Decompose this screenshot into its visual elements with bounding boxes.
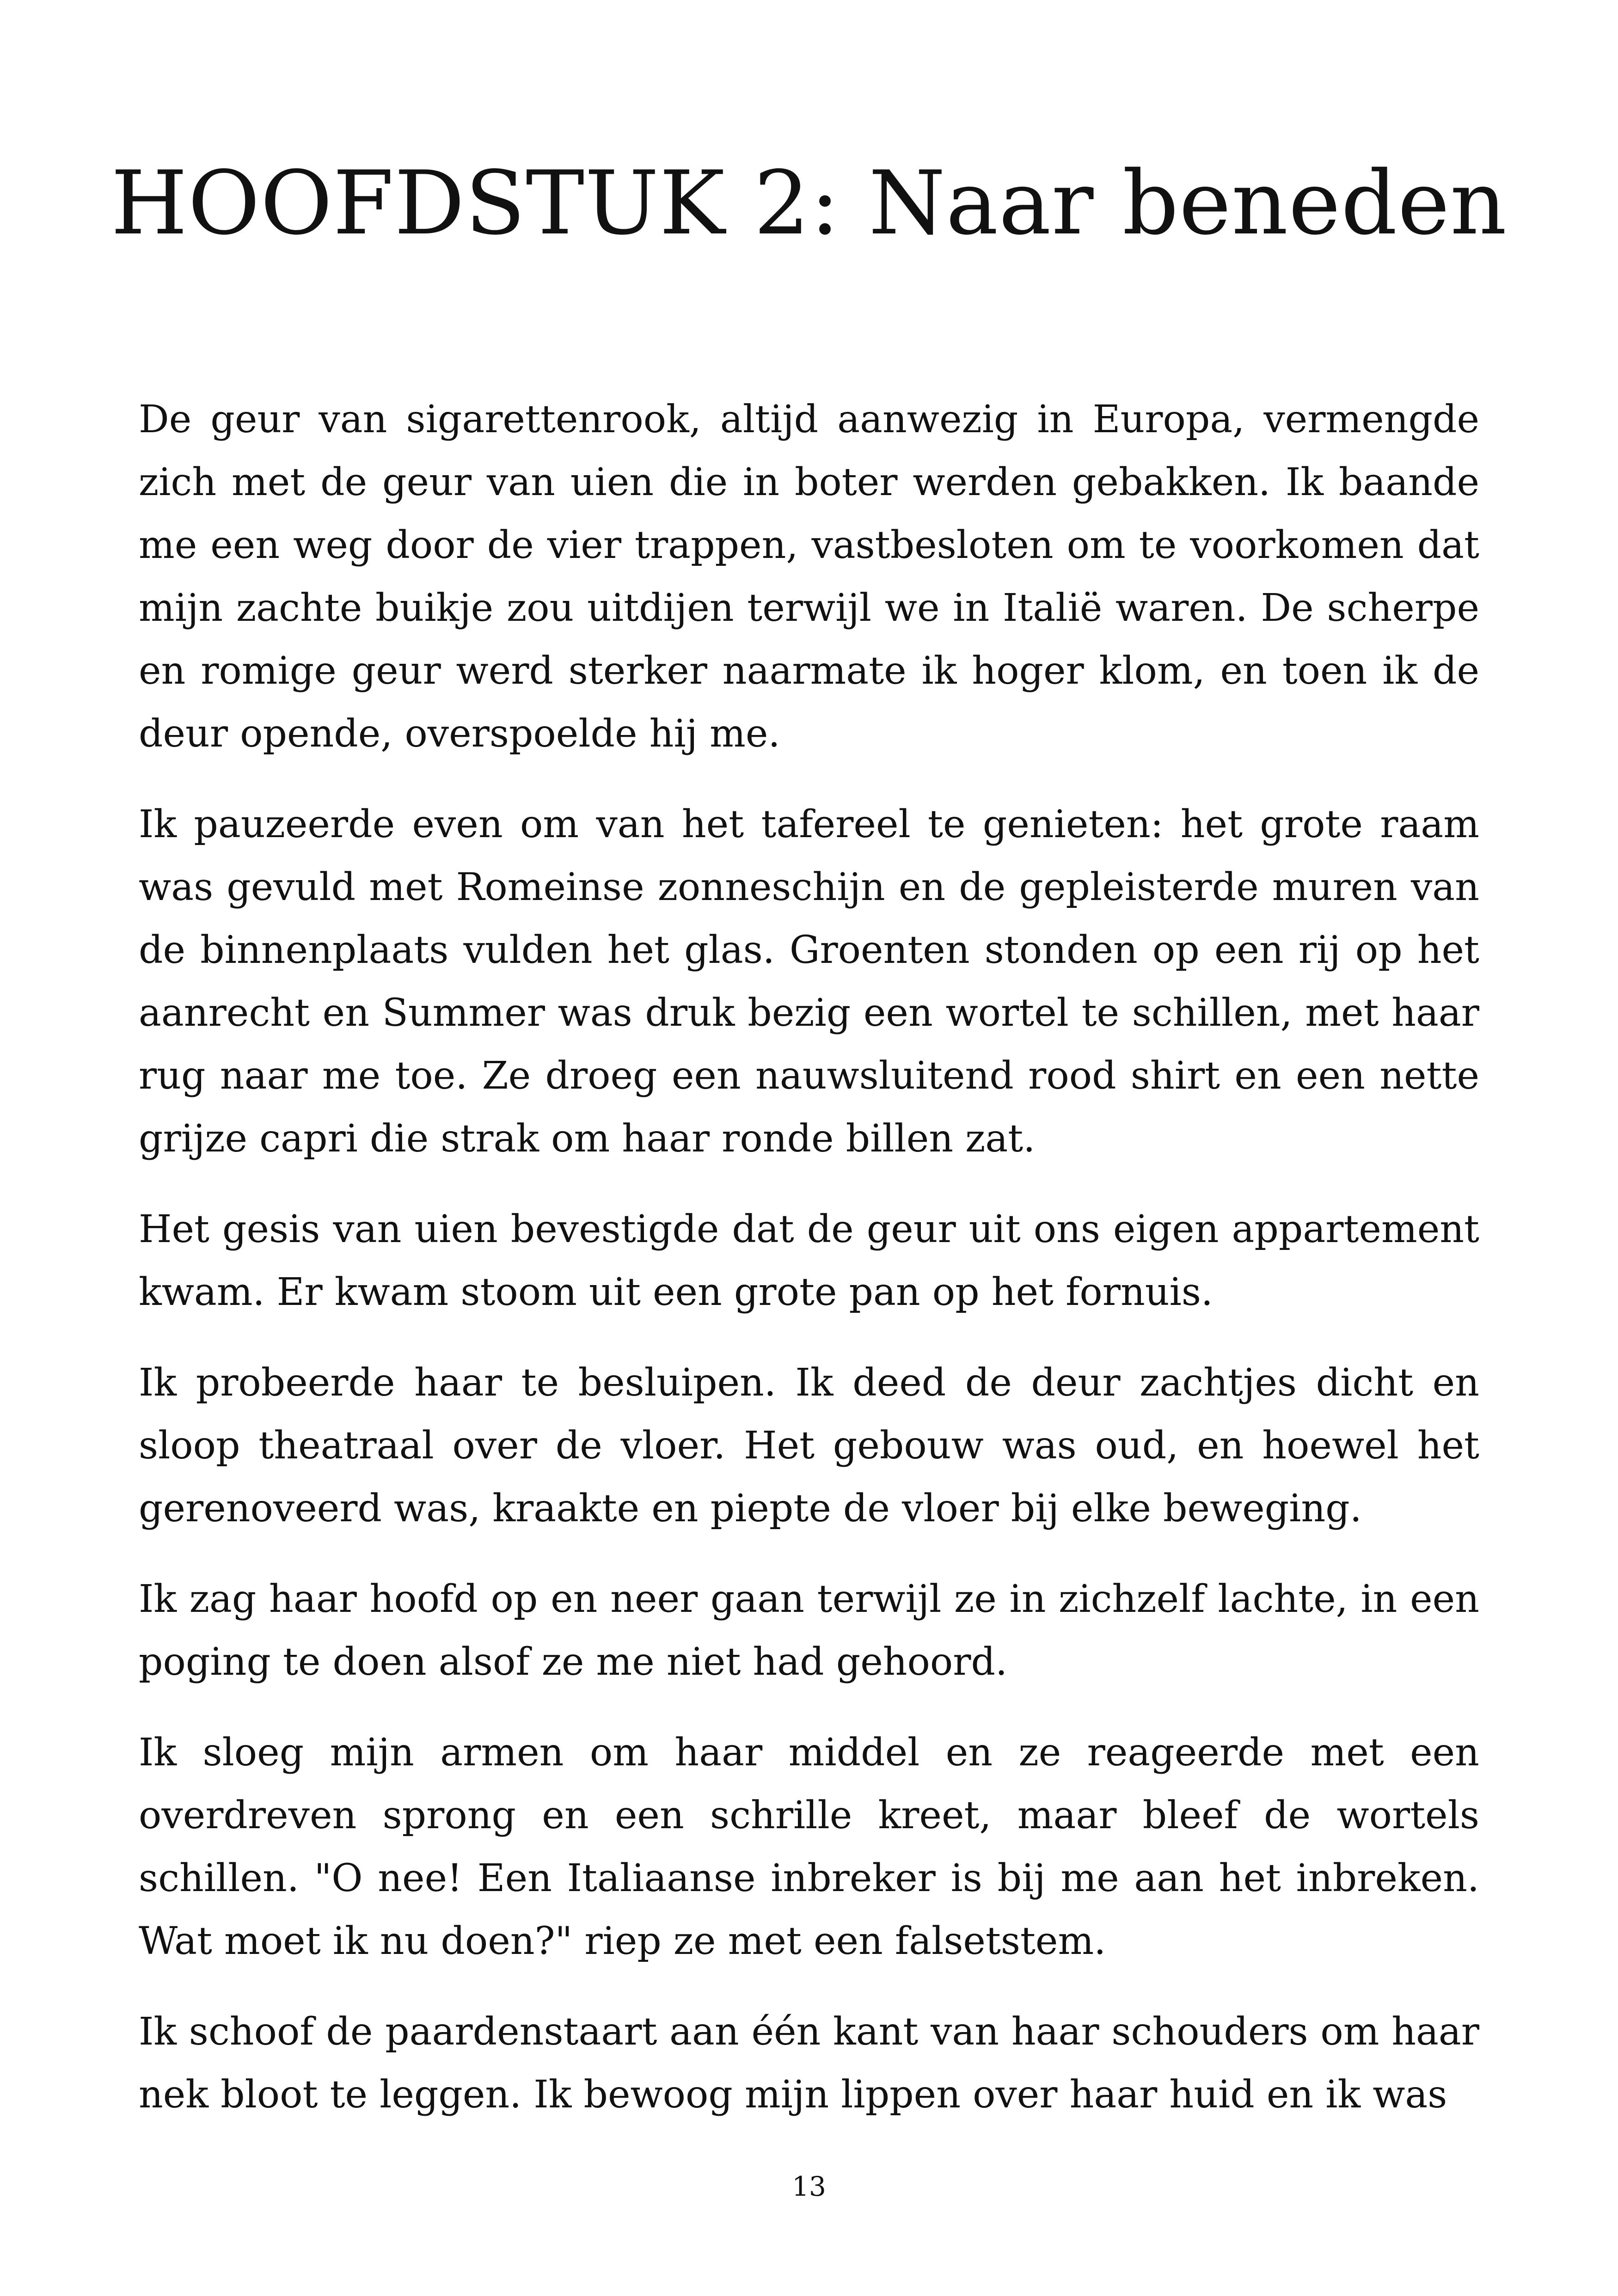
page-number: 13	[792, 2171, 826, 2202]
paragraph: Ik pauzeerde even om van het tafereel te genieten: het grote raam was gevuld met Romeinse zonneschijn en de gepleisterde muren van de binnenplaats vulden het glas. Groenten stonden op een rij op het aanrecht en Summer was druk bezig een wortel te schillen, met haar rug naar me toe. Ze droeg een nauwsluitend rood shirt en een nette grijze capri die strak om haar ronde billen zat.	[139, 802, 1479, 1161]
body-text	[139, 388, 1479, 2154]
chapter-title: HOOFDSTUK 2: Naar beneden	[110, 152, 1508, 254]
paragraph: Ik sloeg mijn armen om haar middel en ze reageerde met een overdreven sprong en een schrille kreet, maar bleef de wortels schillen. "O nee! Een Italiaanse inbreker is bij me aan het inbreken. Wat moet ik nu doen?" riep ze met een falsetstem.	[139, 1731, 1479, 1963]
paragraph: Ik zag haar hoofd op en neer gaan terwijl ze in zichzelf lachte, in een poging te doen alsof ze me niet had gehoord.	[139, 1577, 1479, 1684]
paragraph: Ik schoof de paardenstaart aan één kant van haar schouders om haar nek bloot te leggen. Ik bewoog mijn lippen over haar huid en ik was	[139, 2010, 1479, 2117]
paragraph: Ik probeerde haar te besluipen. Ik deed de deur zachtjes dicht en sloop theatraal over de vloer. Het gebouw was oud, en hoewel het gerenoveerd was, kraakte en piepte de vloer bij elke beweging.	[139, 1361, 1479, 1531]
paragraph: Het gesis van uien bevestigde dat de geur uit ons eigen appartement kwam. Er kwam stoom uit een grote pan op het fornuis.	[139, 1207, 1479, 1314]
paragraph: De geur van sigarettenrook, altijd aanwezig in Europa, vermengde zich met de geur van uien die in boter werden gebakken. Ik baande me een weg door de vier trappen, vastbesloten om te voorkomen dat mijn zachte buikje zou uitdijen terwijl we in Italië waren. De scherpe en romige geur werd sterker naarmate ik hoger klom, en toen ik de deur opende, overspoelde hij me.	[139, 398, 1479, 756]
